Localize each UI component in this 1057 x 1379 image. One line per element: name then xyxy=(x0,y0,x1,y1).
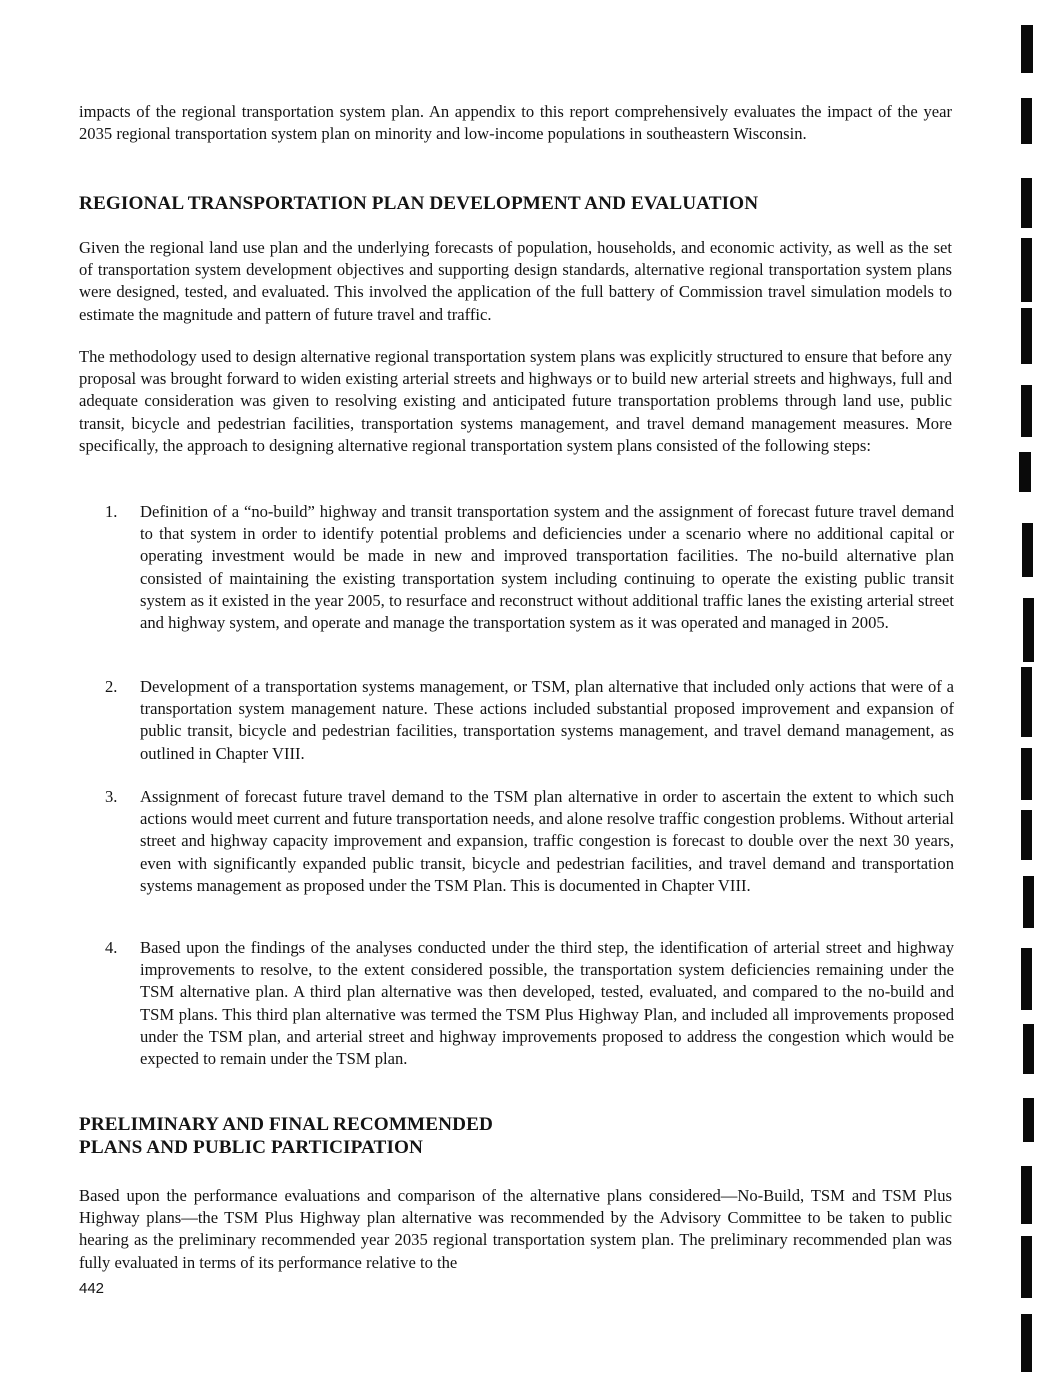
list-item-number: 3. xyxy=(105,787,118,806)
binding-mark xyxy=(1022,523,1033,577)
section2-paragraph-1: Based upon the performance evaluations and comparison of the alternative plans considered—No-Build, TSM and TSM Plus Highway plans—the TSM Plus Highway plan alternative was recommended by the Advisory Committee to be taken to public hearing as the preliminary recommended year 2035 regional transportation system plan. The preliminary recommended plan was fully evaluated in terms of its performance relative to the xyxy=(79,1186,952,1272)
binding-mark xyxy=(1021,25,1033,73)
binding-mark xyxy=(1021,1166,1032,1224)
scan-binding-marks xyxy=(1014,0,1057,1379)
section1-paragraph-2: The methodology used to design alternative regional transportation system plans was explicitly structured to ensure that before any proposal was brought forward to widen existing arterial streets and highways or to build new arterial streets and highways, full and adequate consideration was given to resolving existing and anticipated future transportation problems through land use, public transit, bicycle and pedestrian facilities, transportation systems management, and travel demand management measures. More specifically, the approach to designing alternative regional transportation system plans consisted of the following steps: xyxy=(79,347,952,455)
binding-mark xyxy=(1021,308,1032,364)
binding-mark xyxy=(1021,385,1032,437)
section1-paragraph-1: Given the regional land use plan and the underlying forecasts of population, households, and economic activity, as well as the set of transportation system development objectives and supporting design standards, alternative regional transportation system plans were designed, tested, and evaluated. This involved the application of the full battery of Commission travel simulation models to estimate the magnitude and pattern of future travel and traffic. xyxy=(79,238,952,324)
section-heading-line-1: PRELIMINARY AND FINAL RECOMMENDED xyxy=(79,1114,493,1135)
section-heading-recommended-plans xyxy=(79,1114,959,1159)
list-item-number: 4. xyxy=(105,938,118,957)
section-heading-line-2: PLANS AND PUBLIC PARTICIPATION xyxy=(79,1136,423,1158)
list-item-number: 2. xyxy=(105,677,118,696)
binding-mark xyxy=(1023,1024,1034,1074)
binding-mark xyxy=(1021,667,1032,737)
binding-mark xyxy=(1021,948,1032,1010)
binding-mark xyxy=(1023,598,1034,662)
list-item-text: Development of a transportation systems management, or TSM, plan alternative that included only actions that were of a transportation system management nature. These actions included substantial proposed improvement and expansion of public transit, bicycle and pedestrian facilities, transportation systems management, and travel demand management, as outlined in Chapter VIII. xyxy=(140,677,954,763)
list-item-number: 1. xyxy=(105,502,118,521)
binding-mark xyxy=(1021,238,1032,302)
binding-mark xyxy=(1021,748,1032,800)
binding-mark xyxy=(1021,1314,1032,1372)
binding-mark xyxy=(1019,452,1031,492)
section-heading-plan-development: REGIONAL TRANSPORTATION PLAN DEVELOPMENT AND EVALUATION xyxy=(79,193,759,214)
binding-mark xyxy=(1021,98,1032,144)
list-item-text: Definition of a “no-build” highway and transit transportation system and the assignment of forecast future travel demand to that system in order to identify potential problems and deficiencies under a scenario where no additional capital or operating investment would be made in new and improved transportation facilities. The no-build alternative plan consisted of maintaining the existing transportation system including continuing to operate the existing public transit system as it existed in the year 2005, to resurface and reconstruct without additional traffic lanes the existing arterial street and highway system, and operate and manage the transportation system as it was operated and managed in 2005. xyxy=(140,502,954,633)
intro-paragraph: impacts of the regional transportation system plan. An appendix to this report comprehensively evaluates the impact of the year 2035 regional transportation system plan on minority and low-income populations in southeastern Wisconsin. xyxy=(79,102,952,144)
binding-mark xyxy=(1023,1098,1034,1142)
binding-mark xyxy=(1021,178,1032,228)
list-item-text: Assignment of forecast future travel demand to the TSM plan alternative in order to ascertain the extent to which such actions would meet current and future transportation needs, and alone resolve traffic congestion problems. Without arterial street and highway capacity improvement and expansion, traffic congestion is forecast to double over the next 30 years, even with significantly expanded public transit, bicycle and pedestrian facilities, and travel demand and transportation systems management as proposed under the TSM Plan. This is documented in Chapter VIII. xyxy=(140,787,954,895)
binding-mark xyxy=(1021,810,1032,860)
list-item-text: Based upon the findings of the analyses conducted under the third step, the identification of arterial street and highway improvements to resolve, to the extent considered possible, the transportation system deficiencies remaining under the TSM alternative plan. A third plan alternative was then developed, tested, evaluated, and compared to the no-build and TSM plans. This third plan alternative was termed the TSM Plus Highway Plan, and included all improvements proposed under the TSM plan, and arterial street and highway improvements proposed to address the congestion which would be expected to remain under the TSM plan. xyxy=(140,938,954,1069)
page-number: 442 xyxy=(79,1280,105,1297)
binding-mark xyxy=(1023,876,1034,928)
binding-mark xyxy=(1021,1236,1032,1298)
